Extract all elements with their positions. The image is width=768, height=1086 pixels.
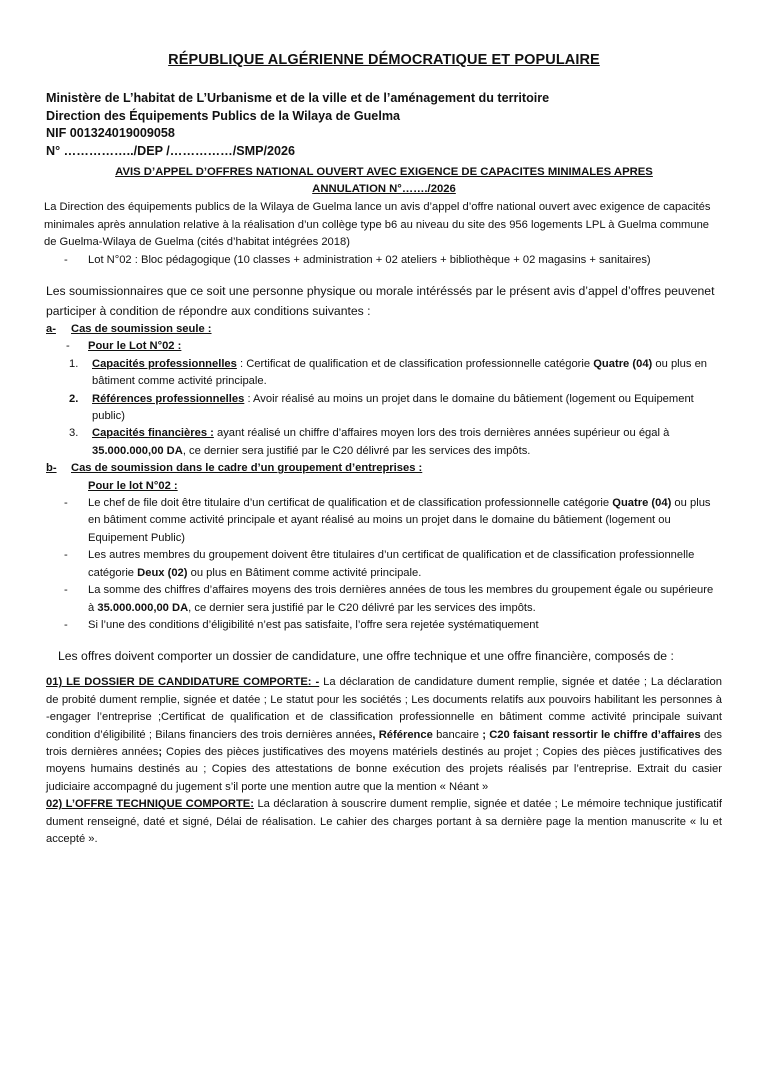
item-text-end: ou plus en bâtiment comme activité principale. bbox=[92, 357, 708, 388]
intro-paragraph: La Direction des équipements publics de la Wilaya de Guelma lance un avis d’appel d’offre national ouvert avec exigence de capacités minimales après annulation relative à la réalisation d’un collège type b6 au niveau du site des 956 logements LPL à Guelma commune de Guelma-Wilaya de Guelma (cités d’habitat intégrées 2018) bbox=[44, 201, 711, 249]
offres-paragraph: Les offres doivent comporter un dossier de candidature, une offre technique et une offre financière, composés de : bbox=[58, 649, 674, 664]
bullet-text-end: , ce dernier sera justifié par le C20 délivré par les services des impôts. bbox=[188, 601, 536, 614]
avis-title bbox=[46, 164, 722, 197]
direction-line: Direction des Équipements Publics de la Wilaya de Guelma bbox=[46, 108, 401, 123]
item-label: Capacités professionnelles bbox=[92, 357, 237, 370]
bullet-dash: - bbox=[64, 549, 68, 562]
section-a-lot-dash: - bbox=[66, 340, 70, 353]
list-item bbox=[46, 617, 722, 634]
soumissionnaires-paragraph: Les soumissionnaires que ce soit une personne physique ou morale intéréssés par le présent avis d’appel d’offres peuvenet participer à condition de répondre aux conditions suivantes : bbox=[46, 284, 715, 318]
section-b-lot-heading bbox=[46, 478, 722, 495]
avis-title-line2: ANNULATION N°……./2026 bbox=[312, 182, 456, 195]
list-item bbox=[46, 356, 722, 391]
technique-text: La déclaration à souscrire dument remplie, signée et datée ; Le mémoire technique justificatif dument renseigné, daté et signé, Délai de réalisation. Le cahier des charges portant à sa dernière page la mention manuscrite « lu et accepté ». bbox=[46, 798, 722, 845]
dossier-bold-b: ; C20 faisant ressortir le chiffre d’affaires bbox=[482, 728, 701, 741]
reference-number-line: N° ……………../DEP /……………/SMP/2026 bbox=[46, 143, 296, 158]
item-bold: 35.000.000,00 DA bbox=[92, 444, 183, 457]
section-a-marker: a- bbox=[46, 323, 56, 335]
section-b-marker: b- bbox=[46, 462, 57, 475]
bullet-text-end: ou plus en bâtiment comme activité principale et ayant réalisé au moins un projet dans le domaine du bâtiement (logement ou Equipement Public) bbox=[88, 497, 711, 544]
bullet-bold: Quatre (04) bbox=[612, 497, 672, 510]
bullet-dash: - bbox=[64, 618, 68, 631]
list-item bbox=[46, 425, 722, 460]
item-label: Références professionnelles bbox=[92, 392, 245, 405]
dossier-text-a: La déclaration de candidature dument remplie, signée et datée ; La déclaration de probité dument remplie, signée et datée ; Le statut pour les sociétés ; Les documents relatifs aux pouvoirs habilitant les personnes à -engager l’entreprise ;Certificat de qualification et de classification professionnelle en bâtiment comme activité principale suivant condition d’éligibilité ; Bilans financiers des trois dernières années bbox=[46, 676, 722, 741]
section-b-lot-title: Pour le lot N°02 : bbox=[88, 479, 178, 492]
ministry-line: Ministère de L’habitat de L’Urbanisme et de la ville et de l’aménagement du territoire bbox=[46, 91, 550, 105]
list-item bbox=[46, 582, 722, 617]
section-b-title: Cas de soumission dans le cadre d’un groupement d’entreprises : bbox=[71, 462, 423, 475]
bullet-dash: - bbox=[64, 584, 68, 597]
bullet-text: Les autres membres du groupement doivent être titulaires d’un certificat de qualification et de classification professionnelle catégorie bbox=[88, 549, 695, 579]
avis-title-line1: AVIS D’APPEL D’OFFRES NATIONAL OUVERT AVEC EXIGENCE DE CAPACITES MINIMALES APRES bbox=[115, 166, 653, 179]
item-bold: Quatre (04) bbox=[593, 357, 653, 370]
item-label: Capacités financières : bbox=[92, 427, 214, 440]
nif-line: NIF 001324019009058 bbox=[46, 126, 175, 141]
bullet-dash: - bbox=[64, 497, 68, 510]
bullet-text-end: ou plus en Bâtiment comme activité principale. bbox=[187, 566, 422, 579]
bullet-text: La somme des chiffres d’affaires moyens des trois dernières années de tous les membres du groupement égale ou supérieure à bbox=[88, 584, 714, 614]
lot-text: Lot N°02 : Bloc pédagogique (10 classes + administration + 02 ateliers + bibliothèque + 02 magasins + sanitaires) bbox=[88, 253, 651, 266]
lot-dash: - bbox=[64, 253, 68, 266]
list-item bbox=[46, 391, 722, 426]
dossier-bold-c: ; bbox=[158, 745, 163, 758]
list-item bbox=[46, 495, 722, 547]
technique-label: 02) L’OFFRE TECHNIQUE COMPORTE: bbox=[46, 798, 254, 811]
dossier-label: 01) LE DOSSIER DE CANDIDATURE COMPORTE: - bbox=[46, 676, 320, 689]
item-number: 3. bbox=[69, 427, 79, 440]
item-text: ayant réalisé un chiffre d’affaires moyen lors des trois dernières années supérieur ou égal à bbox=[213, 427, 670, 440]
item-number: 1. bbox=[69, 357, 79, 370]
bullet-bold: 35.000.000,00 DA bbox=[97, 601, 189, 614]
dossier-text-c: des trois dernières années bbox=[46, 728, 722, 758]
dossier-text-d: Copies des pièces justificatives des moyens matériels destinés au projet ; Copies des pièces justificatives des moyens humains destinés au ; Copies des attestations de bonne exécution des projets réalisés par l’entreprise. Extrait du casier judiciaire accompagné du jugement s’il porte une mention autre que la mention « Néant » bbox=[46, 745, 722, 793]
bullet-text: Le chef de file doit être titulaire d’un certificat de qualification et de classification professionnelle catégorie bbox=[88, 497, 613, 510]
item-number: 2. bbox=[69, 392, 79, 405]
dossier-paragraph bbox=[46, 674, 722, 796]
dossier-bold-a: , Référence bbox=[372, 728, 433, 741]
section-a-lot-heading bbox=[46, 338, 722, 355]
section-a-title: Cas de soumission seule : bbox=[71, 323, 212, 335]
section-a-lot-title: Pour le Lot N°02 : bbox=[88, 340, 182, 353]
dossier-text-b: bancaire bbox=[432, 728, 483, 741]
page-title: RÉPUBLIQUE ALGÉRIENNE DÉMOCRATIQUE ET POPULAIRE bbox=[168, 52, 600, 68]
technique-paragraph bbox=[46, 796, 722, 848]
section-a-heading bbox=[46, 321, 722, 338]
list-item bbox=[46, 547, 722, 582]
item-text-end: , ce dernier sera justifié par le C20 délivré par les services des impôts. bbox=[182, 444, 531, 457]
section-b-heading bbox=[46, 460, 722, 477]
item-text: : Certificat de qualification et de classification professionnelle catégorie bbox=[236, 357, 594, 370]
bullet-bold: Deux (02) bbox=[137, 566, 188, 579]
bullet-text: Si l’une des conditions d’éligibilité n’est pas satisfaite, l’offre sera rejetée systématiquement bbox=[88, 618, 539, 631]
item-text: : Avoir réalisé au moins un projet dans le domaine du bâtiement (logement ou Equipement public) bbox=[92, 392, 694, 423]
lot-item bbox=[46, 252, 722, 269]
